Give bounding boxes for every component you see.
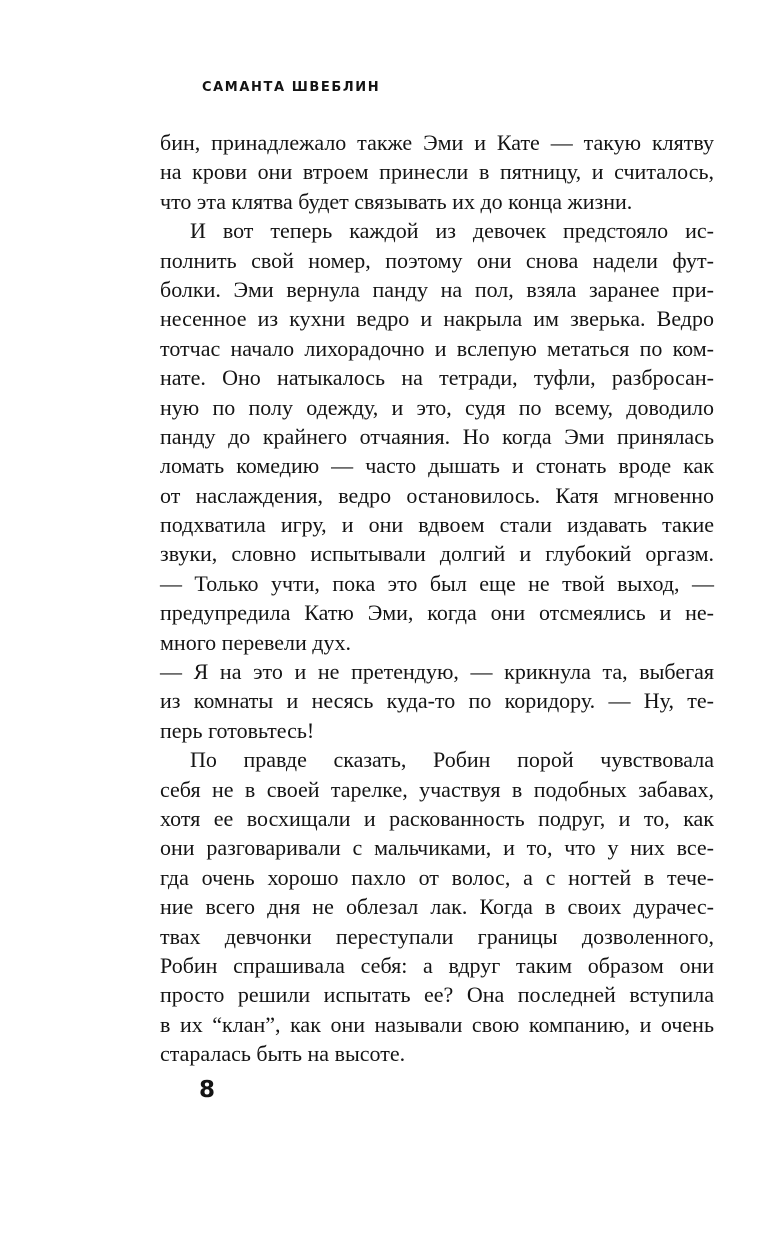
text-line: Робин спрашивала себя: а вдруг таким образом они [160,952,714,978]
text-line: полнить свой номер, поэтому они снова надели фут- [160,247,714,273]
page-number: 8 [199,1077,216,1103]
text-line: ную по полу одежду, и это, судя по всему, доводило [160,394,714,420]
text-line: они разговаривали с мальчиками, и то, что у них все- [160,835,714,861]
text-line: болки. Эми вернула панду на пол, взяла заранее при- [160,276,714,302]
text-line: По правде сказать, Робин порой чувствовала [190,747,714,773]
text-line: — Я на это и не претендую, — крикнула та, выбегая [160,659,714,685]
text-line: в их “клан”, как они называли свою компанию, и очень [160,1011,714,1037]
text-line: нате. Оно натыкалось на тетради, туфли, разбросан- [160,365,714,391]
text-line: подхватила игру, и они вдвоем стали издавать такие [160,512,714,538]
text-line: несенное из кухни ведро и накрыла им зверька. Ведро [160,306,714,332]
body-text [160,128,714,1069]
text-line: много перевели дух. [160,629,351,655]
text-line: тотчас начало лихорадочно и вслепую метаться по ком- [160,335,714,361]
text-line: что эта клятва будет связывать их до конца жизни. [160,188,633,214]
text-line: панду до крайнего отчаяния. Но когда Эми принялась [160,423,714,449]
text-line: ломать комедию — часто дышать и стонать вроде как [160,453,714,479]
text-line: ние всего дня не облезал лак. Когда в своих дурачес- [160,894,714,920]
text-line: старалась быть на высоте. [160,1041,406,1067]
text-line: бин, принадлежало также Эми и Кате — такую клятву [160,130,714,155]
text-line: И вот теперь каждой из девочек предстояло ис- [190,218,714,244]
text-line: хотя ее восхищали и раскованность подруг, и то, как [160,805,714,831]
text-line: гда очень хорошо пахло от волос, а с ногтей в тече- [160,864,714,890]
text-line: на крови они втроем принесли в пятницу, и считалось, [160,159,714,185]
text-line: — Только учти, пока это был еще не твой выход, — [160,570,714,596]
text-line: предупредила Катю Эми, когда они отсмеялись и не- [160,600,714,626]
text-line: просто решили испытать ее? Она последней вступила [160,982,714,1008]
text-line: твах девчонки переступали границы дозволенного, [160,923,714,949]
text-line: звуки, словно испытывали долгий и глубокий оргазм. [160,541,714,567]
text-line: от наслаждения, ведро остановилось. Катя мгновенно [160,482,714,508]
text-line: себя не в своей тарелке, участвуя в подобных забавах, [160,776,714,802]
text-line: перь готовьтесь! [160,717,315,743]
running-head-author: САМАНТА ШВЕБЛИН [202,80,381,95]
text-line: из комнаты и несясь куда-то по коридору. — Ну, те- [160,688,714,714]
